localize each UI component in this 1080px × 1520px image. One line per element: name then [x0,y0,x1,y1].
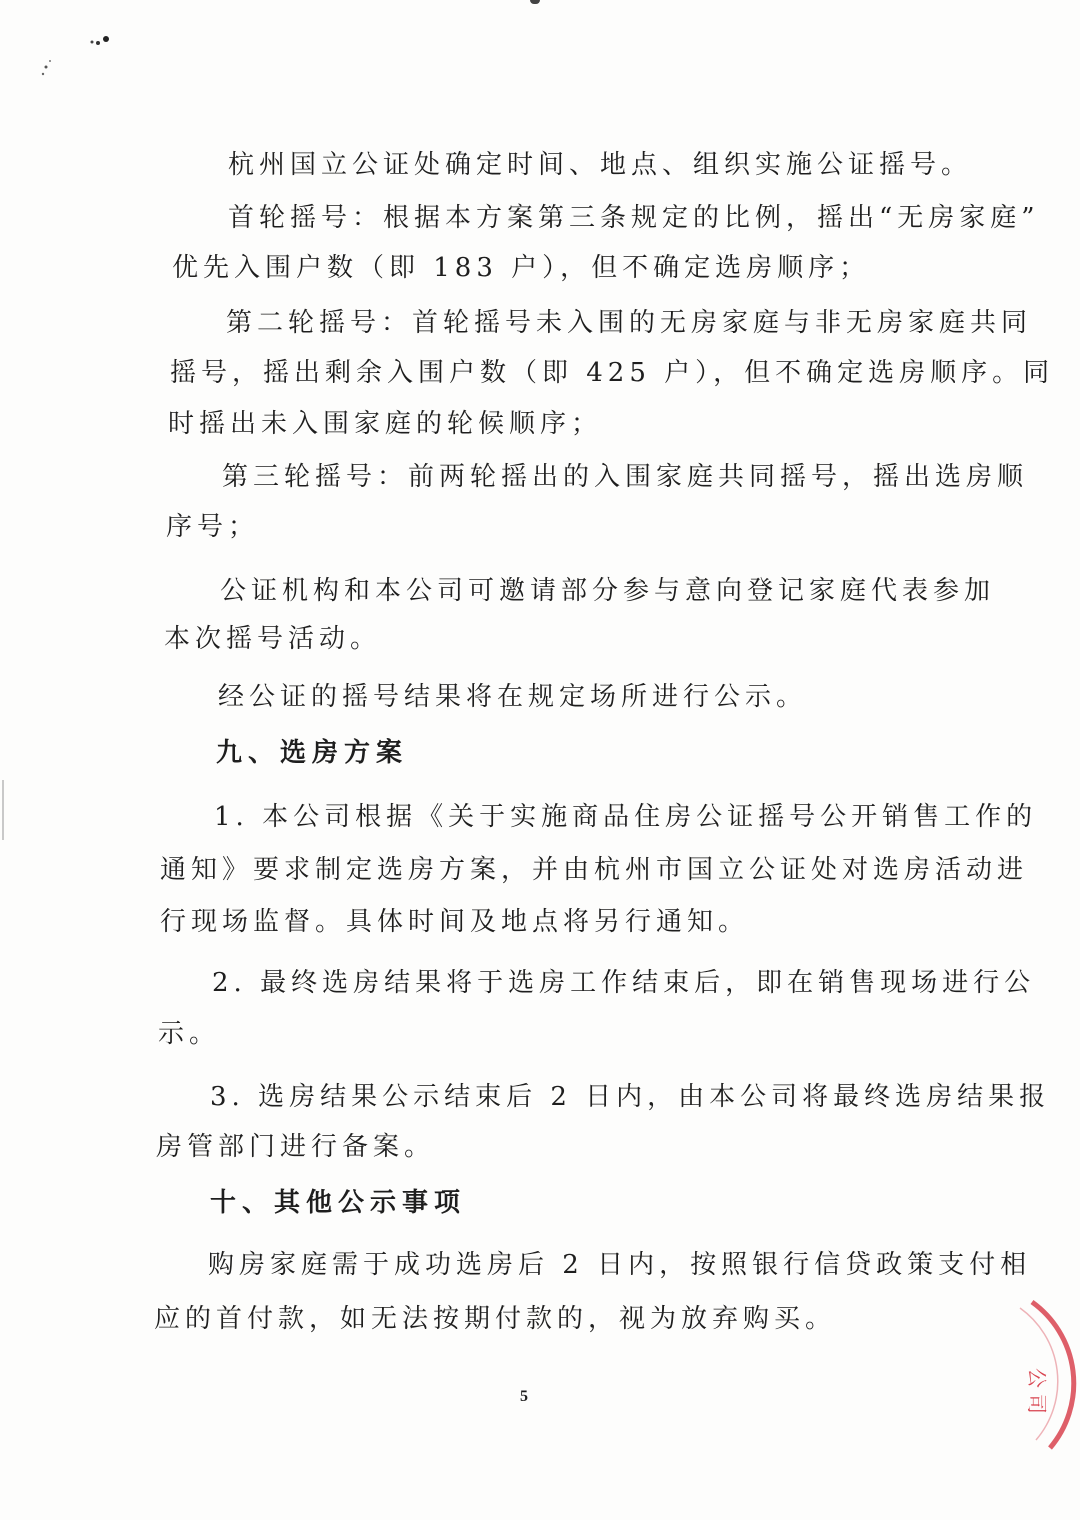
paragraph-line: 时摇出未入围家庭的轮候顺序； [168,409,603,439]
company-seal [990,1290,1080,1460]
scan-edge [2,780,4,840]
paragraph-line: 行现场监督。具体时间及地点将另行通知。 [160,907,750,937]
paragraph-line: 优先入围户数（即 183 户），但不确定选房顺序； [172,253,871,283]
paragraph-line: 3. 选房结果公示结束后 2 日内，由本公司将最终选房结果报 [210,1082,1051,1112]
paragraph-line: 本次摇号活动。 [164,624,382,654]
paragraph-line: 第三轮摇号：前两轮摇出的入围家庭共同摇号，摇出选房顺 [222,462,1029,492]
scan-mark [530,0,540,4]
paragraph-line: 通知》要求制定选房方案，并由杭州市国立公证处对选房活动进 [160,855,1029,885]
section-heading: 十、其他公示事项 [210,1188,467,1218]
paragraph-line: 第二轮摇号：首轮摇号未入围的无房家庭与非无房家庭共同 [226,308,1033,338]
paragraph-line: 序号； [166,512,260,542]
paragraph-line: 示。 [158,1019,221,1049]
paragraph-line: 摇号，摇出剩余入围户数（即 425 户），但不确定选房顺序。同 [170,358,1055,388]
page-number: 5 [520,1388,528,1405]
paragraph-line: 2. 最终选房结果将于选房工作结束后，即在销售现场进行公 [212,968,1036,998]
paragraph-line: 房管部门进行备案。 [156,1132,436,1162]
paragraph-line: 杭州国立公证处确定时间、地点、组织实施公证摇号。 [228,150,973,180]
section-heading: 九、选房方案 [216,738,409,768]
paragraph-line: 应的首付款，如无法按期付款的，视为放弃购买。 [154,1304,837,1334]
paragraph-line: 首轮摇号：根据本方案第三条规定的比例，摇出“无房家庭” [228,203,1040,233]
paragraph-line: 公证机构和本公司可邀请部分参与意向登记家庭代表参加 [220,576,996,606]
scan-specks [30,25,120,85]
paragraph-line: 1. 本公司根据《关于实施商品住房公证摇号公开销售工作的 [214,802,1038,832]
paragraph-line: 购房家庭需于成功选房后 2 日内，按照银行信贷政策支付相 [208,1250,1032,1280]
paragraph-line: 经公证的摇号结果将在规定场所进行公示。 [218,682,808,712]
svg-text:公: 公 [1025,1368,1049,1388]
svg-text:司: 司 [1025,1394,1049,1414]
